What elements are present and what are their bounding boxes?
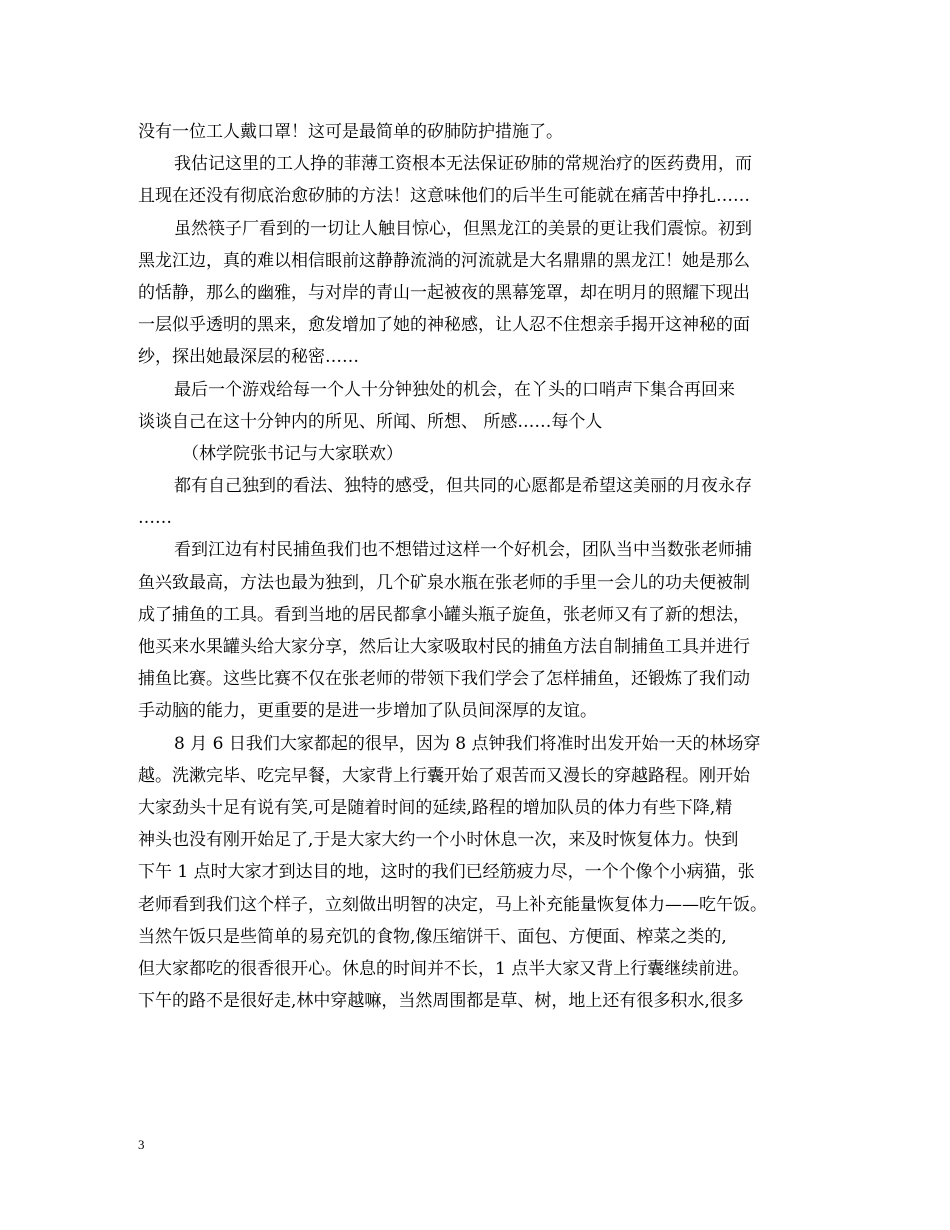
text-line: 黑龙江边，真的难以相信眼前这静静流淌的河流就是大名鼎鼎的黑龙江！她是那么 <box>138 250 750 271</box>
text-line: 当然午饭只是些简单的易充饥的食物,像压缩饼干、面包、方便面、榨菜之类的, <box>138 926 727 947</box>
text-line: 大家劲头十足有说有笑,可是随着时间的延续,路程的增加队员的体力有些下降,精 <box>138 797 733 818</box>
text-line: 纱，探出她最深层的秘密…… <box>138 347 359 368</box>
text-line: 最后一个游戏给每一个人十分钟独处的机会，在丫头的口哨声下集合再回来 <box>174 379 735 400</box>
text-line: 下午 1 点时大家才到达目的地，这时的我们已经筋疲力尽，一个个像个小病猫，张 <box>138 862 755 883</box>
page-number: 3 <box>138 1137 145 1152</box>
text-line: 没有一位工人戴口罩！这可是最简单的矽肺防护措施了。 <box>138 122 563 142</box>
text-line: 一层似乎透明的黑来，愈发增加了她的神秘感，让人忍不住想亲手揭开这神秘的面 <box>138 315 750 336</box>
document-body <box>138 116 828 1017</box>
text-line: 鱼兴致最高，方法也最为独到，几个矿泉水瓶在张老师的手里一会儿的功夫便被制 <box>138 572 750 593</box>
text-line: 越。洗漱完毕、吃完早餐，大家背上行囊开始了艰苦而又漫长的穿越路程。刚开始 <box>138 765 750 786</box>
text-line: 谈谈自己在这十分钟内的所见、所闻、所想、 所感……每个人 <box>138 411 603 432</box>
text-line: …… <box>138 508 172 529</box>
text-line: 下午的路不是很好走,林中穿越嘛，当然周围都是草、树，地上还有很多积水,很多 <box>138 991 744 1012</box>
text-line: 我估记这里的工人挣的菲薄工资根本无法保证矽肺的常规治疗的医药费用，而 <box>174 154 752 175</box>
text-line: 他买来水果罐头给大家分享，然后让大家吸取村民的捕鱼方法自制捕鱼工具并进行 <box>138 637 750 657</box>
text-line: 8 月 6 日我们大家都起的很早，因为 8 点钟我们将准时出发开始一天的林场穿 <box>174 733 761 754</box>
text-line: 虽然筷子厂看到的一切让人触目惊心，但黑龙江的美景的更让我们震惊。初到 <box>174 218 752 239</box>
text-line: 手动脑的能力，更重要的是进一步增加了队员间深厚的友谊。 <box>138 701 597 722</box>
text-line: 老师看到我们这个样子，立刻做出明智的决定，马上补充能量恢复体力——吃午饭。 <box>138 894 767 915</box>
text-line: 看到江边有村民捕鱼我们也不想错过这样一个好机会，团队当中当数张老师捕 <box>174 540 752 561</box>
text-line: 都有自己独到的看法、独特的感受，但共同的心愿都是希望这美丽的月夜永存 <box>174 476 752 497</box>
text-line: 的恬静，那么的幽雅，与对岸的青山一起被夜的黑幕笼罩，却在明月的照耀下现出 <box>138 282 750 303</box>
text-line: 捕鱼比赛。这些比赛不仅在张老师的带领下我们学会了怎样捕鱼，还锻炼了我们动 <box>138 669 750 690</box>
text-line: 成了捕鱼的工具。看到当地的居民都拿小罐头瓶子旋鱼，张老师又有了新的想法， <box>138 604 750 625</box>
text-line: 且现在还没有彻底治愈矽肺的方法！这意味他们的后半生可能就在痛苦中挣扎…… <box>138 186 750 207</box>
photo-caption: （林学院张书记与大家联欢） <box>182 443 403 464</box>
text-line: 但大家都吃的很香很开心。休息的时间并不长，1 点半大家又背上行囊继续前进。 <box>138 958 750 979</box>
text-line: 神头也没有刚开始足了,于是大家大约一个小时休息一次，来及时恢复体力。快到 <box>138 830 739 851</box>
